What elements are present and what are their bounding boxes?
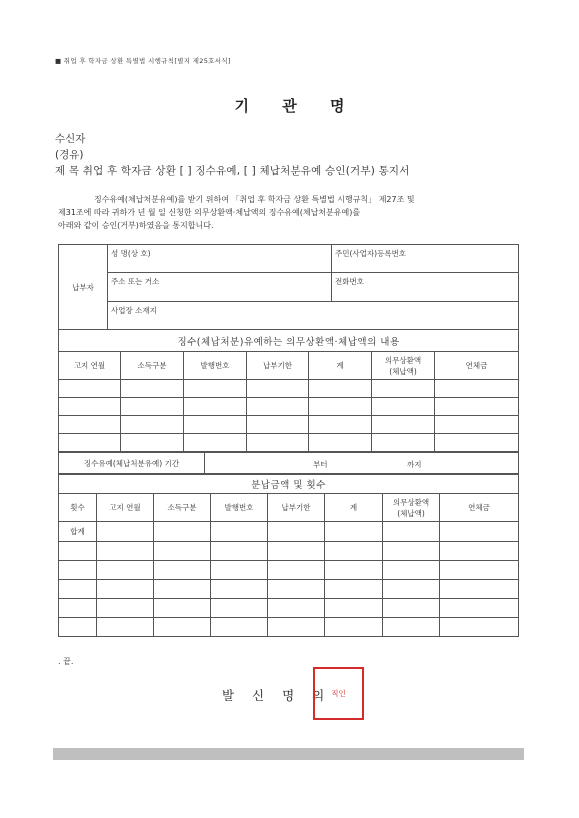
installment-cell[interactable] <box>154 580 211 599</box>
issuer-name: 발 신 명 의 <box>222 688 332 703</box>
collection-cell[interactable] <box>59 434 121 452</box>
collection-cell[interactable] <box>121 416 184 434</box>
collection-column-header: 계 <box>309 352 372 380</box>
installment-total-cell[interactable] <box>268 522 325 542</box>
installment-column-header: 발행번호 <box>211 494 268 522</box>
collection-cell[interactable] <box>372 398 435 416</box>
installment-cell[interactable] <box>440 580 519 599</box>
installment-row <box>59 599 519 618</box>
collection-cell[interactable] <box>372 434 435 452</box>
installment-cell[interactable] <box>211 599 268 618</box>
installment-cell[interactable] <box>440 561 519 580</box>
address-field[interactable]: 주소 또는 거소 <box>108 273 332 302</box>
installment-cell[interactable] <box>383 542 440 561</box>
collection-cell[interactable] <box>309 398 372 416</box>
collection-cell[interactable] <box>435 380 519 398</box>
installment-row <box>59 580 519 599</box>
payer-info-table <box>58 244 519 330</box>
collection-deferral-table <box>58 329 519 452</box>
installment-cell[interactable] <box>383 561 440 580</box>
period-to-label: 까지 <box>407 460 422 469</box>
installment-cell[interactable] <box>59 580 97 599</box>
installment-cell[interactable] <box>154 561 211 580</box>
installment-total-cell[interactable] <box>383 522 440 542</box>
collection-cell[interactable] <box>309 416 372 434</box>
form-reference-note: ■ 취업 후 학자금 상환 특별법 시행규칙[별지 제25호서식] <box>55 57 231 65</box>
installment-cell[interactable] <box>325 599 383 618</box>
collection-row <box>59 416 519 434</box>
installment-total-cell[interactable] <box>325 522 383 542</box>
installment-cell[interactable] <box>97 561 154 580</box>
installment-cell[interactable] <box>440 599 519 618</box>
installment-cell[interactable] <box>268 580 325 599</box>
business-location-field[interactable]: 사업장 소재지 <box>108 302 519 330</box>
installment-total-cell[interactable] <box>154 522 211 542</box>
phone-field[interactable]: 전화번호 <box>332 273 519 302</box>
collection-cell[interactable] <box>372 416 435 434</box>
installment-cell[interactable] <box>383 618 440 637</box>
collection-cell[interactable] <box>121 434 184 452</box>
collection-cell[interactable] <box>247 434 309 452</box>
installment-column-header: 납부기한 <box>268 494 325 522</box>
installment-body <box>59 522 519 637</box>
installment-row <box>59 618 519 637</box>
installment-cell[interactable] <box>440 542 519 561</box>
installment-cell[interactable] <box>325 580 383 599</box>
installment-cell[interactable] <box>268 561 325 580</box>
resident-number-field[interactable]: 주민(사업자)등록번호 <box>332 245 519 273</box>
installment-cell[interactable] <box>325 542 383 561</box>
installment-cell[interactable] <box>268 542 325 561</box>
collection-cell[interactable] <box>59 416 121 434</box>
installment-row <box>59 561 519 580</box>
collection-row <box>59 380 519 398</box>
subject-line: 제 목 취업 후 학자금 상환 [ ] 징수유예, [ ] 체납처분유예 승인(거부) 통지서 <box>55 165 410 177</box>
payer-group-label: 납부자 <box>59 245 108 330</box>
installment-table <box>58 473 519 637</box>
installment-cell[interactable] <box>97 542 154 561</box>
installment-cell[interactable] <box>154 542 211 561</box>
installment-cell[interactable] <box>383 599 440 618</box>
collection-body <box>59 380 519 452</box>
installment-cell[interactable] <box>97 580 154 599</box>
body-line: 아래와 같이 승인(거부)하였음을 통지합니다. <box>58 221 214 230</box>
installment-row <box>59 542 519 561</box>
collection-cell[interactable] <box>247 416 309 434</box>
collection-column-header: 의무상환액 (체납액) <box>372 352 435 380</box>
period-from-label: 부터 <box>313 460 328 469</box>
name-field[interactable]: 성 명(상 호) <box>108 245 332 273</box>
installment-cell[interactable] <box>211 561 268 580</box>
installment-total-row <box>59 522 519 542</box>
organization-title: 기 관 명 <box>234 97 359 115</box>
collection-row <box>59 434 519 452</box>
collection-cell[interactable] <box>247 398 309 416</box>
installment-total-cell[interactable] <box>211 522 268 542</box>
collection-cell[interactable] <box>184 380 247 398</box>
installment-cell[interactable] <box>154 599 211 618</box>
installment-column-header: 연체금 <box>440 494 519 522</box>
collection-column-header: 고지 연월 <box>59 352 121 380</box>
official-seal-text: 직인 <box>331 689 346 698</box>
collection-cell[interactable] <box>309 434 372 452</box>
total-label: 합계 <box>59 522 97 542</box>
installment-cell[interactable] <box>154 618 211 637</box>
installment-header-row <box>59 494 519 522</box>
installment-total-cell[interactable] <box>97 522 154 542</box>
end-mark: . 끝. <box>58 657 74 666</box>
collection-cell[interactable] <box>121 398 184 416</box>
recipient-label: 수신자 <box>55 133 86 145</box>
collection-cell[interactable] <box>184 434 247 452</box>
installment-cell[interactable] <box>440 618 519 637</box>
deferral-period-table <box>58 452 519 475</box>
installment-cell[interactable] <box>97 599 154 618</box>
deferral-period-field[interactable] <box>205 453 519 475</box>
collection-cell[interactable] <box>435 416 519 434</box>
installment-section-title: 분납금액 및 횟수 <box>59 474 519 494</box>
collection-cell[interactable] <box>59 380 121 398</box>
collection-cell[interactable] <box>184 416 247 434</box>
installment-cell[interactable] <box>268 618 325 637</box>
collection-cell[interactable] <box>435 434 519 452</box>
installment-cell[interactable] <box>211 542 268 561</box>
collection-cell[interactable] <box>372 380 435 398</box>
footer-bar <box>53 748 524 760</box>
installment-total-cell[interactable] <box>440 522 519 542</box>
installment-cell[interactable] <box>383 580 440 599</box>
collection-cell[interactable] <box>247 380 309 398</box>
collection-cell[interactable] <box>59 398 121 416</box>
collection-cell[interactable] <box>184 398 247 416</box>
collection-column-header: 발행번호 <box>184 352 247 380</box>
deferral-period-label: 징수유예(체납처분유예) 기간 <box>59 453 205 475</box>
installment-cell[interactable] <box>97 618 154 637</box>
collection-cell[interactable] <box>435 398 519 416</box>
installment-column-header: 횟수 <box>59 494 97 522</box>
collection-column-header: 연체금 <box>435 352 519 380</box>
installment-column-header: 의무상환액 (체납액) <box>383 494 440 522</box>
collection-row <box>59 398 519 416</box>
body-line: 제31조에 따라 귀하가 년 월 일 신청한 의무상환액·체납액의 징수유예(체납처분유예)를 <box>58 208 361 217</box>
installment-cell[interactable] <box>59 599 97 618</box>
installment-cell[interactable] <box>325 618 383 637</box>
collection-cell[interactable] <box>121 380 184 398</box>
via-label: (경유) <box>55 149 84 161</box>
installment-cell[interactable] <box>268 599 325 618</box>
notice-body-text <box>58 193 518 232</box>
installment-cell[interactable] <box>59 618 97 637</box>
collection-section-title: 징수(체납처분)유예하는 의무상환액·체납액의 내용 <box>59 330 519 352</box>
collection-column-header: 소득구분 <box>121 352 184 380</box>
installment-cell[interactable] <box>211 618 268 637</box>
installment-column-header: 소득구분 <box>154 494 211 522</box>
collection-column-header: 납부기한 <box>247 352 309 380</box>
collection-cell[interactable] <box>309 380 372 398</box>
collection-header-row <box>59 352 519 380</box>
body-line: 징수유예(체납처분유예)를 받기 위하여 「취업 후 학자금 상환 특별법 시행규칙」 제27조 및 <box>94 195 415 204</box>
installment-column-header: 고지 연월 <box>97 494 154 522</box>
installment-cell[interactable] <box>211 580 268 599</box>
installment-cell[interactable] <box>59 542 97 561</box>
installment-cell[interactable] <box>59 561 97 580</box>
installment-cell[interactable] <box>325 561 383 580</box>
installment-column-header: 계 <box>325 494 383 522</box>
